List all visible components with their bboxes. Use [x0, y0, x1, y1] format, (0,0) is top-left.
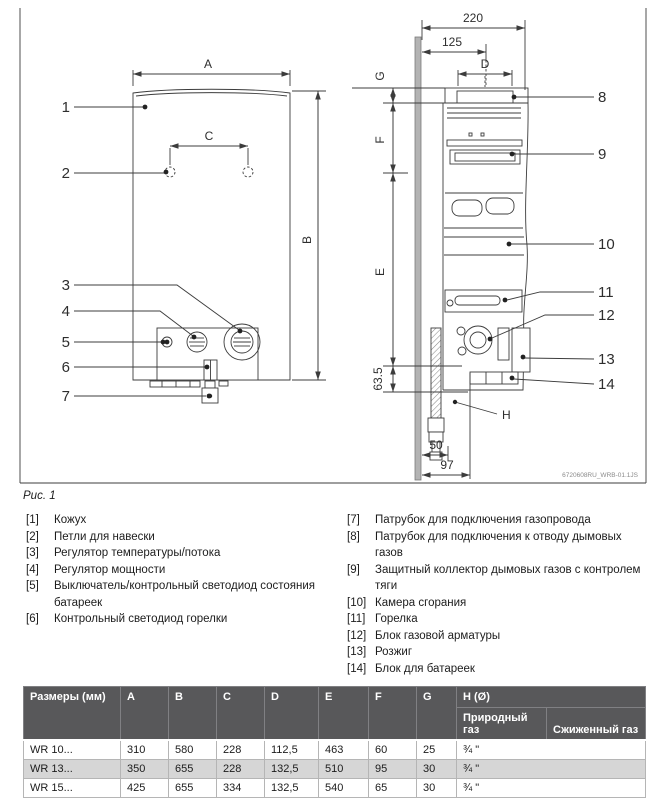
- legend-num: [14]: [347, 662, 367, 675]
- legend-num: [9]: [347, 563, 360, 576]
- figure-caption: Рис. 1: [23, 490, 56, 502]
- callout-9: [510, 146, 607, 163]
- dim-a: [133, 57, 290, 86]
- legend-item-9: [347, 562, 649, 595]
- dim-63-5-label: 63.5: [371, 367, 385, 391]
- dim-d: [458, 57, 512, 87]
- header-col-b: B: [169, 687, 217, 741]
- legend-text: Регулятор температуры/потока: [54, 547, 221, 559]
- dim-d-label: D: [480, 57, 490, 71]
- cell-e: 540: [319, 779, 369, 798]
- legend-item-5: [26, 578, 328, 611]
- legend-num: [1]: [26, 514, 39, 526]
- legend-text: Защитный коллектор дымовых газов с контролем тяги: [375, 563, 641, 592]
- legend-text: Патрубок для подключения к отводу дымовых газов: [375, 530, 622, 559]
- cell-c: 228: [217, 740, 265, 760]
- dim-97-label: 97: [440, 458, 454, 472]
- callout-h: [453, 400, 511, 422]
- dim-b: [292, 91, 326, 380]
- header-col-g: G: [417, 687, 457, 741]
- cell-g: 30: [417, 779, 457, 798]
- legend-num: [12]: [347, 629, 367, 642]
- cell-c: 228: [217, 760, 265, 779]
- cell-h: ¾ ": [457, 740, 646, 760]
- legend-item-1: [26, 512, 328, 529]
- legend-num: [8]: [347, 530, 360, 543]
- legend-num: [10]: [347, 596, 367, 609]
- legend-item-12: [347, 628, 649, 645]
- legend-text: Контрольный светодиод горелки: [54, 613, 228, 625]
- bottom-flange: [150, 381, 228, 387]
- dim-a-label: A: [203, 57, 213, 71]
- legend-text: Камера сгорания: [375, 596, 467, 609]
- legend-text: Петли для навески: [54, 530, 155, 543]
- svg-text:5: 5: [61, 334, 70, 351]
- figure-frame: [20, 8, 646, 483]
- legend-num: [4]: [26, 563, 39, 576]
- cell-a: 310: [121, 740, 169, 760]
- legend-text: Блок газовой арматуры: [375, 629, 501, 642]
- cell-f: 60: [369, 740, 417, 760]
- header-col-a: A: [121, 687, 169, 741]
- callout-14: [510, 376, 615, 393]
- header-col-h: H (Ø): [457, 687, 646, 708]
- legend-item-8: [347, 529, 649, 562]
- legend-num: [11]: [347, 613, 366, 625]
- cell-model: WR 13...: [24, 760, 121, 779]
- cell-g: 25: [417, 740, 457, 760]
- legend-item-4: [26, 562, 328, 579]
- svg-text:1: 1: [61, 99, 70, 116]
- header-model: Размеры (мм): [24, 687, 121, 741]
- legend-num: [3]: [26, 547, 39, 559]
- svg-text:11: 11: [598, 284, 614, 301]
- legend-text: Выключатель/контрольный светодиод состояния батареек: [54, 580, 316, 609]
- svg-text:9: 9: [598, 146, 607, 163]
- control-panel: [157, 324, 260, 380]
- table-row-wr15: [24, 779, 646, 798]
- svg-text:3: 3: [61, 277, 70, 294]
- dimensions-table: [23, 686, 646, 798]
- ignition-box: [512, 328, 530, 372]
- cell-g: 30: [417, 760, 457, 779]
- header-col-c: C: [217, 687, 265, 741]
- gas-valve-assembly: [457, 326, 509, 360]
- legend-item-11: [347, 611, 649, 628]
- legend-num: [7]: [347, 514, 360, 526]
- dim-125-label: 125: [441, 35, 463, 49]
- svg-text:13: 13: [598, 351, 615, 368]
- cell-b: 580: [169, 740, 217, 760]
- legend-text: Регулятор мощности: [54, 563, 166, 576]
- front-view-diagram: [62, 57, 326, 405]
- legend-text: Блок для батареек: [375, 662, 475, 675]
- legend-item-10: [347, 595, 649, 612]
- dim-c-label: C: [204, 129, 214, 143]
- header-col-f: F: [369, 687, 417, 741]
- dim-125: [422, 35, 486, 86]
- dim-e: [373, 173, 393, 366]
- legend-column-right: [347, 512, 649, 677]
- header-col-d: D: [265, 687, 319, 741]
- cell-h: ¾ ": [457, 779, 646, 798]
- svg-text:2: 2: [61, 165, 70, 182]
- legend-text: Розжиг: [375, 646, 413, 658]
- dim-220-label: 220: [462, 11, 484, 25]
- burner-assembly: [445, 290, 522, 312]
- legend-num: [13]: [347, 646, 367, 658]
- svg-text:12: 12: [598, 307, 615, 324]
- figure-code: 6720608RU_WRB-01.1JS: [562, 472, 638, 479]
- dim-50-label: 50: [429, 438, 443, 452]
- legend-item-13: [347, 644, 649, 661]
- cell-f: 95: [369, 760, 417, 779]
- table-row-wr13: [24, 760, 646, 779]
- dim-f: [373, 103, 408, 173]
- legend-item-3: [26, 545, 328, 562]
- header-natural-gas: Природный газ: [457, 708, 547, 741]
- header-col-e: E: [319, 687, 369, 741]
- dim-220: [422, 11, 525, 90]
- svg-text:14: 14: [598, 376, 615, 393]
- legend-text: Кожух: [54, 514, 87, 526]
- dim-b-label: B: [300, 235, 314, 245]
- dim-f-label: F: [373, 136, 387, 144]
- legend-item-14: [347, 661, 649, 678]
- callout-7: [62, 388, 212, 405]
- legend-num: [2]: [26, 530, 39, 543]
- cell-e: 510: [319, 760, 369, 779]
- legend-item-7: [347, 512, 649, 529]
- svg-text:4: 4: [61, 303, 70, 320]
- cell-d: 132,5: [265, 779, 319, 798]
- side-view-diagram: [352, 11, 639, 480]
- cell-a: 425: [121, 779, 169, 798]
- dim-g: [352, 71, 445, 103]
- callout-10: [507, 236, 615, 253]
- svg-text:8: 8: [598, 89, 607, 106]
- dim-e-label: E: [373, 267, 387, 277]
- svg-text:7: 7: [61, 388, 70, 405]
- cell-b: 655: [169, 760, 217, 779]
- svg-text:6: 6: [61, 359, 70, 376]
- legend-num: [5]: [26, 580, 39, 592]
- legend-item-6: [26, 611, 328, 628]
- cell-a: 350: [121, 760, 169, 779]
- cell-d: 112,5: [265, 740, 319, 760]
- cell-e: 463: [319, 740, 369, 760]
- cell-model: WR 10...: [24, 740, 121, 760]
- legend-text: Горелка: [375, 613, 418, 625]
- callout-13: [521, 351, 615, 368]
- legend-column-left: [26, 512, 328, 628]
- cell-d: 132,5: [265, 760, 319, 779]
- cell-model: WR 15...: [24, 779, 121, 798]
- legend-text: Патрубок для подключения газопровода: [375, 514, 591, 526]
- dim-g-label: G: [373, 71, 387, 81]
- legend-num: [6]: [26, 613, 39, 625]
- gas-connection-stub: [202, 381, 218, 403]
- cell-h: ¾ ": [457, 760, 646, 779]
- cell-f: 65: [369, 779, 417, 798]
- cell-c: 334: [217, 779, 265, 798]
- svg-text:10: 10: [598, 236, 615, 253]
- cell-b: 655: [169, 779, 217, 798]
- legend-item-2: [26, 529, 328, 546]
- table-row-wr10: [24, 740, 646, 760]
- header-lpg: Сжиженный газ: [547, 708, 646, 741]
- dim-h-label: H: [502, 408, 511, 422]
